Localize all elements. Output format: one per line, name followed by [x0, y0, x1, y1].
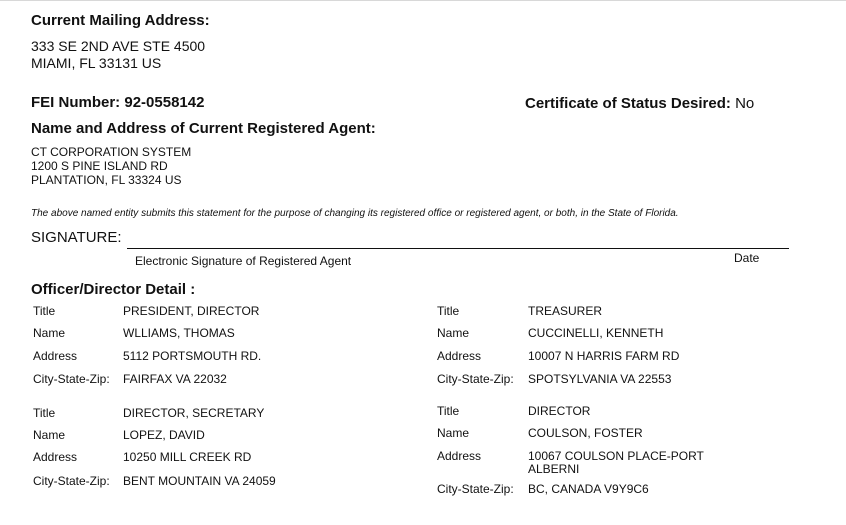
certificate-status: [525, 95, 754, 112]
officer-2-address: 10007 N HARRIS FARM RD: [528, 349, 680, 363]
certificate-label: Certificate of Status Desired:: [525, 95, 731, 112]
signature-label: SIGNATURE:: [31, 229, 122, 246]
officer-2-name-label: Name: [437, 326, 470, 340]
officer-detail-heading: Officer/Director Detail :: [31, 281, 196, 298]
officer-4-csz: BC, CANADA V9Y9C6: [528, 482, 649, 496]
officer-1-title-label: Title: [33, 304, 56, 318]
statement-text: The above named entity submits this statement for the purpose of changing its registered office or registered agent, or both, in the State of Florida.: [31, 208, 679, 219]
officer-2-title-label: Title: [437, 304, 460, 318]
signature-line: [127, 248, 789, 249]
officer-1-address-label: Address: [33, 349, 78, 363]
top-border: [0, 0, 846, 1]
officer-1-address: 5112 PORTSMOUTH RD.: [123, 349, 262, 363]
officer-4-address-line2: ALBERNI: [528, 462, 580, 476]
officer-2-name: CUCCINELLI, KENNETH: [528, 326, 664, 340]
registered-agent-line2: 1200 S PINE ISLAND RD: [31, 159, 168, 173]
signature-sub-label: Electronic Signature of Registered Agent: [135, 254, 352, 268]
officer-4-title: DIRECTOR: [528, 404, 591, 418]
mailing-address-line2: MIAMI, FL 33131 US: [31, 55, 162, 71]
mailing-address-line1: 333 SE 2ND AVE STE 4500: [31, 38, 206, 54]
fei-label: FEI Number:: [31, 94, 121, 111]
officer-1-name: WLLIAMS, THOMAS: [123, 326, 235, 340]
officer-2-csz-label: City-State-Zip:: [437, 372, 514, 386]
officer-2-address-label: Address: [437, 349, 482, 363]
mailing-address-heading: Current Mailing Address:: [31, 12, 210, 29]
registered-agent-line3: PLANTATION, FL 33324 US: [31, 173, 182, 187]
registered-agent-heading: Name and Address of Current Registered Agent:: [31, 120, 376, 137]
certificate-value: No: [735, 95, 755, 112]
officer-3-title: DIRECTOR, SECRETARY: [123, 406, 265, 420]
fei-number: [31, 94, 204, 111]
officer-3-address: 10250 MILL CREEK RD: [123, 450, 252, 464]
officer-3-title-label: Title: [33, 406, 56, 420]
registered-agent-line1: CT CORPORATION SYSTEM: [31, 145, 192, 159]
officer-4-address-line1: 10067 COULSON PLACE-PORT: [528, 449, 704, 463]
officer-1-csz-label: City-State-Zip:: [33, 372, 110, 386]
officer-2-csz: SPOTSYLVANIA VA 22553: [528, 372, 672, 386]
officer-4-address-label: Address: [437, 449, 482, 463]
officer-3-address-label: Address: [33, 450, 78, 464]
officer-1-title: PRESIDENT, DIRECTOR: [123, 304, 260, 318]
officer-3-name: LOPEZ, DAVID: [123, 428, 205, 442]
officer-3-name-label: Name: [33, 428, 66, 442]
officer-1-csz: FAIRFAX VA 22032: [123, 372, 227, 386]
fei-value: 92-0558142: [124, 94, 205, 111]
officer-4-csz-label: City-State-Zip:: [437, 482, 514, 496]
officer-3-csz-label: City-State-Zip:: [33, 474, 110, 488]
officer-2-title: TREASURER: [528, 304, 603, 318]
officer-3-csz: BENT MOUNTAIN VA 24059: [123, 474, 276, 488]
officer-4-name: COULSON, FOSTER: [528, 426, 643, 440]
officer-4-title-label: Title: [437, 404, 460, 418]
officer-4-name-label: Name: [437, 426, 470, 440]
signature-date-label: Date: [734, 251, 760, 265]
officer-1-name-label: Name: [33, 326, 66, 340]
